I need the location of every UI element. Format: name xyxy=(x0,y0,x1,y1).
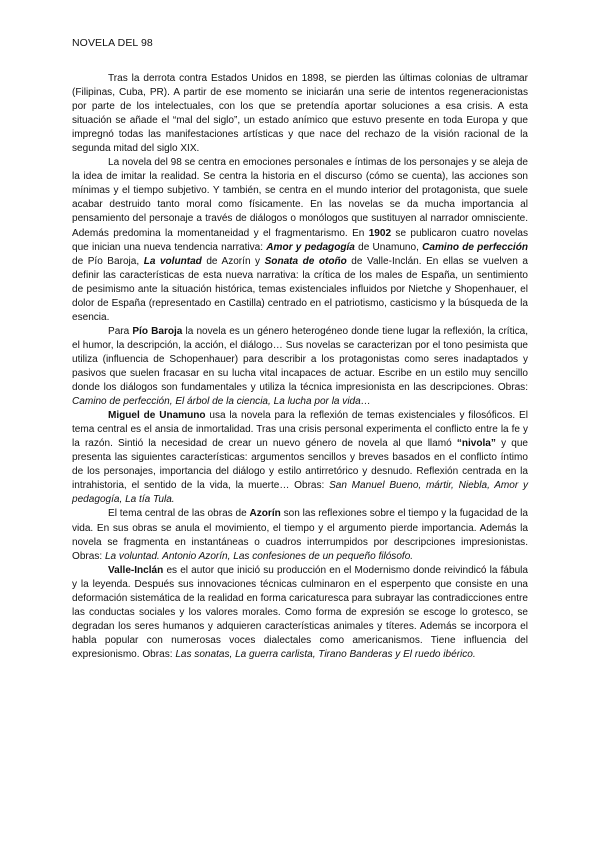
bold-text: Pío Baroja xyxy=(132,325,183,337)
bold-text: Azorín xyxy=(249,508,281,520)
paragraph-pio-baroja xyxy=(72,325,528,409)
bold-italic-text: Sonata de otoño xyxy=(264,255,347,267)
text-run: Para xyxy=(108,325,133,337)
document-title: NOVELA DEL 98 xyxy=(72,37,153,49)
text-run: la novela es un género heterogéneo donde tiene lugar la reflexión, la crítica, el humor, la descripción, la acción, el diálogo… Sus novelas se caracterizan por el tono pesimista que utiliza (influencia de Schopenhauer) para describir a los protagonistas como seres inadaptados y pasivos que suelen fracasar en su lucha vital incapaces de actuar. Escribe en un estilo muy sencillo donde los diálogos son fundamentales y utiliza la técnica impresionista en las descripciones. Obras: xyxy=(72,325,529,394)
text-run: La novela del 98 se centra en emociones personales e íntimas de los personajes y se aleja de la idea de imitar la realidad. Se centra la historia en el discurso (cómo se cuenta), las acciones son mínimas y el tiempo subjetivo. Y también, se centra en el mundo interior del protagonista, que suele acabar destruido tanto moral como físicamente. En las novelas se da mucha importancia al pensamiento del personaje a través de diálogos o monólogos que sustituyen al narrador omnisciente. Además predomina la momentaneidad y el fragmentarismo. En xyxy=(72,157,528,239)
text-run: se publicaron cuatro novelas que inician una nueva tendencia narrativa: xyxy=(72,227,528,253)
italic-text: Camino de perfección, El árbol de la ciencia, La lucha por la vida… xyxy=(72,396,371,408)
document-body xyxy=(72,72,528,662)
paragraph-intro xyxy=(72,72,528,156)
bold-italic-text: Camino de perfección xyxy=(422,241,528,253)
document-page xyxy=(72,36,528,662)
text-run: usa la novela para la reflexión de temas existenciales y filosóficos. El tema central es el ansia de inmortalidad. Tras una crisis personal experimenta el conflicto entre la fe y la razón. Sintió la necesidad de crear un nuevo género de novela al que llamó xyxy=(72,410,528,450)
paragraph-azorin xyxy=(72,507,528,563)
text-run: Tras la derrota contra Estados Unidos en 1898, se pierden las últimas colonias de ultramar (Filipinas, Cuba, PR). A partir de ese momento se iniciarán una serie de intentos regeneracionistas por parte de los intelectuales, con los que se pretendía aportar soluciones a esa crisis. A esta situación se añade el “mal del siglo”, un estado anímico que estuvo presente en toda Europa y que impregnó todas las manifestaciones artísticas y que nace del rechazo de la visión racional de la segunda mitad del siglo XIX. xyxy=(72,73,528,155)
bold-text: Valle-Inclán xyxy=(108,564,164,576)
bold-italic-text: La voluntad xyxy=(143,255,202,267)
text-run: de Valle-Inclán. En ellas se vuelven a definir las características de esta nueva narrativa: la crítica de los males de España, un sentimiento de pesimismo ante la situación histórica, temas existenciales influidos por Nietche y Shopenhauer, el dolor de España (representado en Castilla) centrado en el patriotismo, casticismo y la búsqueda de la esencia. xyxy=(72,255,528,323)
paragraph-valle-inclan xyxy=(72,564,528,662)
italic-text: Las sonatas, La guerra carlista, Tirano Banderas y El ruedo ibérico. xyxy=(175,648,476,660)
text-run: de Pío Baroja, xyxy=(72,255,144,267)
bold-text: 1902 xyxy=(368,227,392,239)
paragraph-characteristics xyxy=(72,156,528,325)
bold-italic-text: Amor y pedagogía xyxy=(266,241,355,253)
text-run: y que presenta las siguientes características: argumentos sencillos y breves basados en el conflicto íntimo de los personajes, importancia del diálogo y estilo antirretórico y desnudo. Reflexión centrada en la intrahistoria, el sentido de la vida, la muerte… Obras: xyxy=(72,438,528,492)
paragraph-unamuno xyxy=(72,409,528,507)
bold-text: “nivola” xyxy=(456,438,496,450)
bold-text: Miguel de Unamuno xyxy=(108,410,206,422)
text-run: El tema central de las obras de xyxy=(108,508,250,520)
italic-text: La voluntad. Antonio Azorín, Las confesiones de un pequeño filósofo. xyxy=(104,550,414,562)
text-run: es el autor que inició su producción en el Modernismo donde reivindicó la fábula y la leyenda. Después sus innovaciones técnicas culminaron en el esperpento que consiste en una deformación sistemática de la realidad en forma caricaturesca para subrayar las contradicciones entre las conductas sociales y los valores morales. Como forma de expresión se escoge lo grotesco, se degradan los seres humanos y adquieren características animales y títeres. Además se incorpora el habla popular con numerosas voces dialectales como americanismos. Tiene influencia del expresionismo. Obras: xyxy=(72,564,528,660)
text-run: de Azorín y xyxy=(201,255,265,267)
italic-text: San Manuel Bueno, mártir, Niebla, Amor y pedagogía, La tía Tula. xyxy=(72,480,528,506)
text-run: de Unamuno, xyxy=(354,241,423,253)
text-run: son las reflexiones sobre el tiempo y la fugacidad de la vida. En sus obras se anula el movimiento, el tiempo y el argumento pierde importancia. Además la novela se fragmenta en instantáneas o cuadros interrumpidos por descripciones impresionistas. Obras: xyxy=(72,508,528,562)
